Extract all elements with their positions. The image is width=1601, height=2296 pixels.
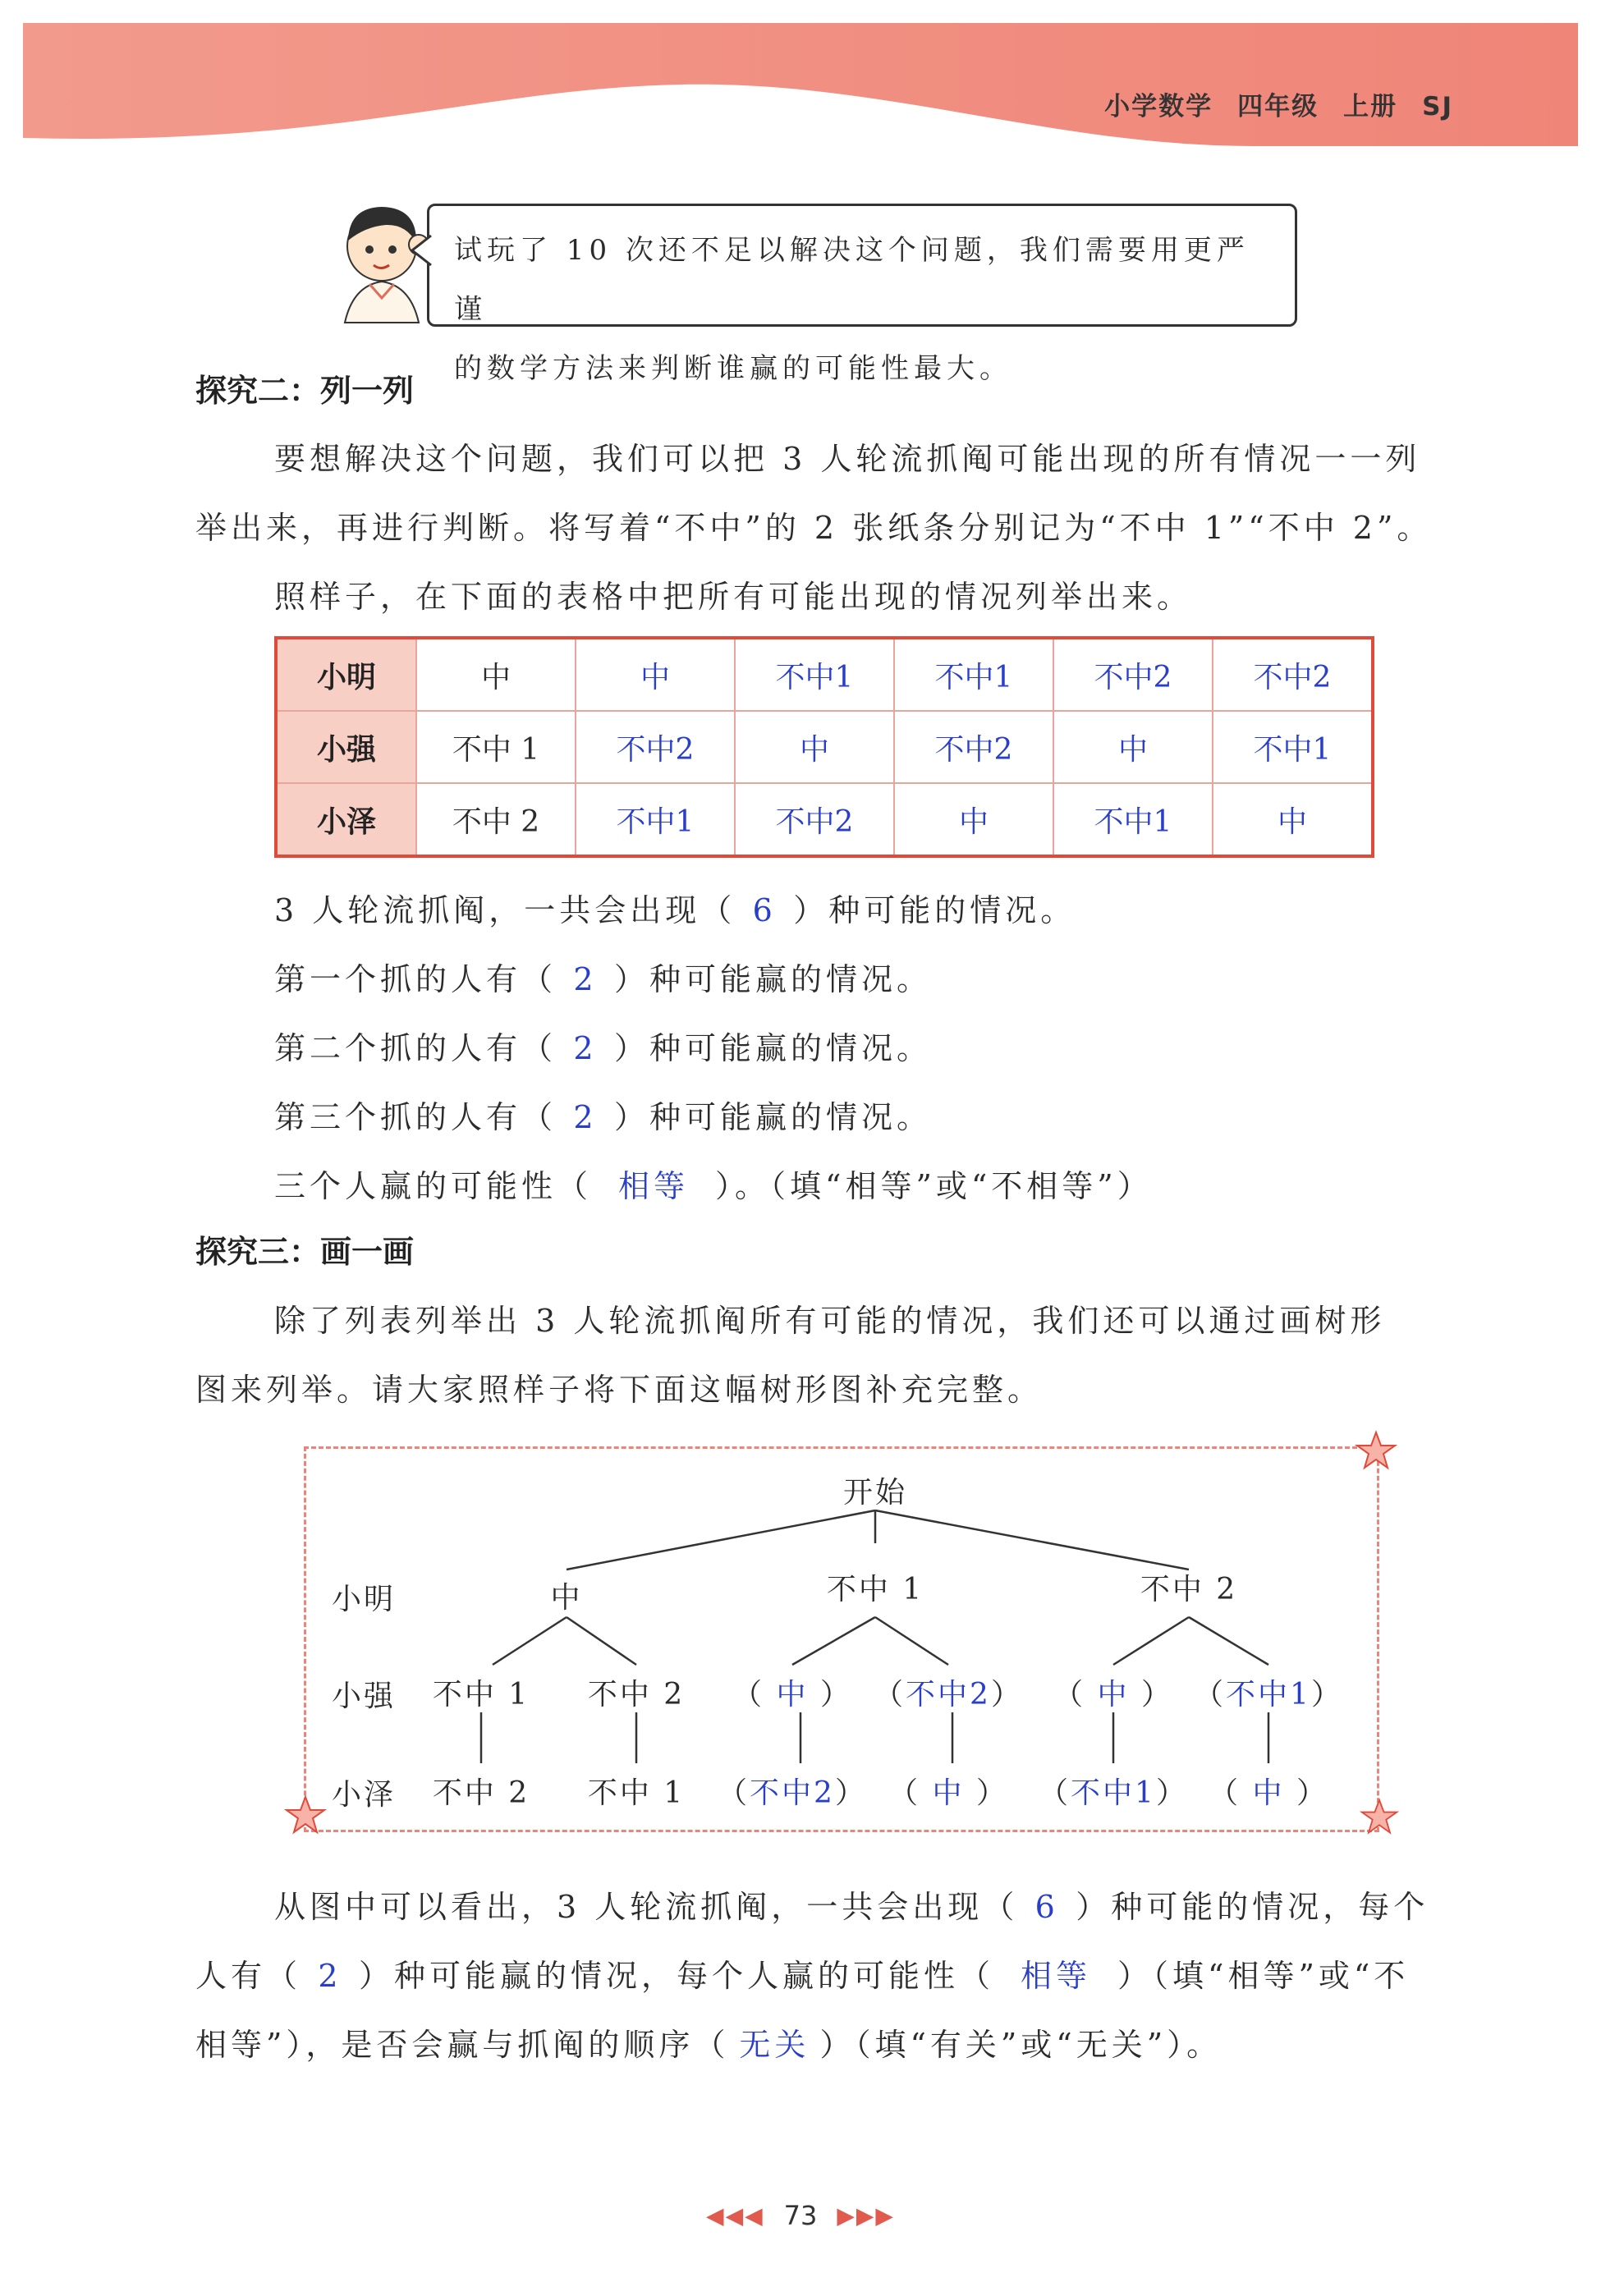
section-2-paragraph-line-1: 要想解决这个问题，我们可以把 3 人轮流抓阄可能出现的所有情况一一列 — [274, 441, 1421, 477]
tree-label-xiaoze: 小泽 — [332, 1778, 397, 1812]
tree-node-level2-answer: （不中1） — [1194, 1671, 1343, 1713]
grade: 四年级 — [1237, 92, 1319, 121]
conclusion-text: ）（填“有关”或“无关”）。 — [819, 2027, 1223, 2063]
tree-label-xiaoming: 小明 — [332, 1583, 397, 1616]
row-header: 小强 — [276, 711, 416, 783]
answer: 中 — [1097, 1678, 1130, 1712]
answer: 2 — [573, 1030, 598, 1066]
section-3-paragraph-line-1: 除了列表列举出 3 人轮流抓阄所有可能的情况，我们还可以通过画树形 — [274, 1303, 1386, 1339]
table-answer-cell: 中 — [894, 783, 1053, 856]
volume: 上册 — [1343, 92, 1398, 121]
tree-node-level1: 不中 2 — [1140, 1573, 1238, 1606]
table-answer-cell: 不中2 — [1053, 638, 1213, 711]
section-3-title: 探究三：画一画 — [195, 1234, 415, 1270]
answer: 中 — [932, 1776, 965, 1810]
conclusion-text: ）种可能赢的情况，每个人赢的可能性（ — [359, 1958, 995, 1994]
tree-label-xiaoqiang: 小强 — [332, 1680, 397, 1713]
answer: 不中2 — [906, 1678, 991, 1712]
section-2-paragraph-line-2: 举出来，再进行判断。将写着“不中”的 2 张纸条分别记为“不中 1”“不中 2”。 — [195, 510, 1433, 546]
tree-node-level2: 不中 1 — [432, 1678, 530, 1712]
table-answer-cell: 中 — [1213, 783, 1373, 856]
tree-node-level3: 不中 1 — [587, 1776, 686, 1810]
table-answer-cell: 中 — [1053, 711, 1213, 783]
answer: 相等 — [1021, 1958, 1092, 1994]
answer: 2 — [573, 961, 598, 997]
tree-node-level1: 中 — [550, 1581, 583, 1615]
conclusion-text: 从图中可以看出，3 人轮流抓阄，一共会出现（ — [274, 1889, 1019, 1925]
question-text: 第三个抓的人有（ — [274, 1099, 557, 1135]
conclusion-line-1 — [274, 1881, 1429, 1927]
table-answer-cell: 不中1 — [894, 638, 1053, 711]
row-header: 小泽 — [276, 783, 416, 856]
row-header: 小明 — [276, 638, 416, 711]
tree-node-level3-answer: （ 中 ） — [888, 1770, 1008, 1812]
question-text: ）种可能赢的情况。 — [614, 1099, 933, 1135]
page-footer — [0, 2200, 1601, 2231]
table-answer-cell: 不中2 — [735, 783, 894, 856]
question-text: 第二个抓的人有（ — [274, 1030, 557, 1066]
conclusion-line-3 — [195, 2019, 1222, 2065]
question-text: ）。（填“相等”或“不相等”） — [715, 1168, 1153, 1204]
tree-node-level3-answer: （ 中 ） — [1209, 1770, 1328, 1812]
table-answer-cell: 中 — [735, 711, 894, 783]
answer: 6 — [1034, 1889, 1059, 1925]
tree-node-level2: 不中 2 — [587, 1678, 686, 1712]
tree-node-level2-answer: （不中2） — [874, 1671, 1023, 1713]
edition: SJ — [1422, 92, 1453, 121]
table-cell: 中 — [416, 638, 576, 711]
answer: 无关 — [739, 2027, 810, 2063]
answer: 不中1 — [1071, 1776, 1156, 1810]
star-icon — [1360, 1798, 1399, 1837]
table-answer-cell: 不中2 — [576, 711, 735, 783]
answer: 不中2 — [750, 1776, 835, 1810]
tree-node-level1: 不中 1 — [826, 1573, 924, 1606]
speech-line-1: 试玩了 10 次还不足以解决这个问题，我们需要用更严谨 — [454, 234, 1250, 326]
question-text: ）种可能赢的情况。 — [614, 1030, 933, 1066]
right-arrows-icon: ▶▶▶ — [837, 2202, 895, 2230]
tree-node-level3-answer: （不中2） — [718, 1770, 867, 1812]
table-answer-cell: 不中2 — [1213, 638, 1373, 711]
left-arrows-icon: ◀◀◀ — [706, 2202, 764, 2230]
tree-node-level3: 不中 2 — [432, 1776, 530, 1810]
speech-line-2: 的数学方法来判断谁赢的可能性最大。 — [454, 352, 1012, 385]
answer: 中 — [1252, 1776, 1285, 1810]
question-text: 3 人轮流抓阄，一共会出现（ — [274, 892, 736, 928]
tree-node-level3-answer: （不中1） — [1039, 1770, 1188, 1812]
tree-node-level2-answer: （ 中 ） — [732, 1671, 852, 1713]
answer: 相等 — [618, 1168, 690, 1204]
table-answer-cell: 不中1 — [576, 783, 735, 856]
table-answer-cell: 中 — [576, 638, 735, 711]
conclusion-text: ）（填“相等”或“不 — [1117, 1958, 1410, 1994]
star-icon — [284, 1794, 327, 1837]
question-text: 三个人赢的可能性（ — [274, 1168, 593, 1204]
answer: 2 — [573, 1099, 598, 1135]
conclusion-text: 人有（ — [195, 1958, 302, 1994]
question-text: ）种可能赢的情况。 — [614, 961, 933, 997]
star-icon — [1355, 1430, 1397, 1473]
page-number: 73 — [783, 2200, 818, 2231]
table-answer-cell: 不中1 — [1213, 711, 1373, 783]
subject: 小学数学 — [1104, 92, 1213, 121]
question-text: 第一个抓的人有（ — [274, 961, 557, 997]
section-3-paragraph-line-2: 图来列举。请大家照样子将下面这幅树形图补充完整。 — [195, 1372, 1044, 1408]
answer: 6 — [752, 892, 777, 928]
tree-root: 开始 — [842, 1476, 908, 1510]
table-answer-cell: 不中1 — [1053, 783, 1213, 856]
answer: 不中1 — [1226, 1678, 1311, 1712]
question-text: ）种可能的情况。 — [793, 892, 1076, 928]
table-cell: 不中 1 — [416, 711, 576, 783]
answer: 2 — [318, 1958, 342, 1994]
answer: 中 — [776, 1678, 809, 1712]
table-answer-cell: 不中1 — [735, 638, 894, 711]
section-2-instruction: 照样子，在下面的表格中把所有可能出现的情况列举出来。 — [274, 579, 1193, 615]
table-answer-cell: 不中2 — [894, 711, 1053, 783]
table-cell: 不中 2 — [416, 783, 576, 856]
tree-node-level2-answer: （ 中 ） — [1053, 1671, 1173, 1713]
conclusion-text: 相等”），是否会赢与抓阄的顺序（ — [195, 2027, 730, 2063]
conclusion-text: ）种可能的情况，每个 — [1076, 1889, 1429, 1925]
conclusion-line-2 — [195, 1950, 1409, 1996]
section-2-title: 探究二：列一列 — [195, 373, 415, 409]
